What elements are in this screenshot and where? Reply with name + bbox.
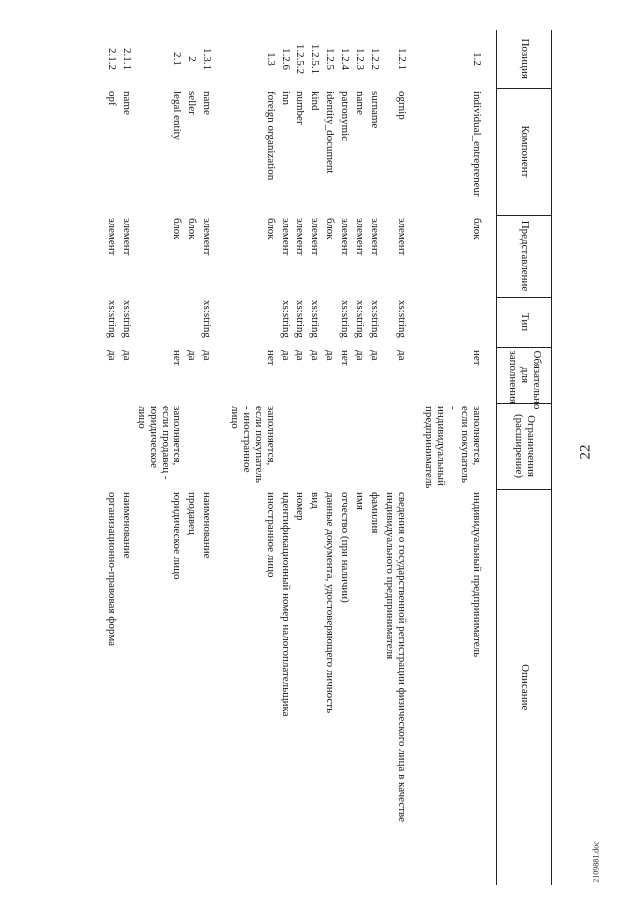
- cell-description: отчество (при наличии): [339, 492, 352, 603]
- cell-representation: элемент: [339, 218, 352, 256]
- cell-component: inn: [279, 91, 292, 106]
- cell-representation: элемент: [121, 218, 133, 256]
- table-row: [184, 30, 199, 885]
- table-row: [226, 30, 277, 885]
- table-row: [366, 30, 381, 885]
- cell-description: фамилия: [368, 492, 381, 534]
- cell-description: идентификационный номер налогоплательщика: [279, 492, 292, 717]
- cell-position: 1.2.2: [368, 48, 381, 70]
- cell-restrictions: [103, 403, 118, 489]
- table-header-row: [497, 30, 552, 885]
- cell-representation: блок: [186, 218, 199, 240]
- table-row: [307, 30, 322, 885]
- cell-description: наименование: [121, 492, 133, 559]
- cell-component: legal entity: [171, 91, 184, 141]
- cell-position: 1.2.5.1: [309, 43, 322, 75]
- cell-type: xs:string: [201, 300, 214, 338]
- schema-table: [103, 30, 552, 885]
- cell-component: opf: [106, 91, 119, 106]
- table-row: [277, 30, 292, 885]
- cell-representation: элемент: [106, 218, 119, 256]
- cell-position: 1.2.6: [279, 48, 292, 70]
- cell-position: 1.2: [471, 52, 483, 66]
- cell-representation: элемент: [201, 218, 214, 256]
- header-component: Компонент: [497, 88, 552, 215]
- cell-restrictions: [381, 403, 421, 489]
- cell-type: [133, 297, 184, 347]
- cell-representation: элемент: [279, 218, 292, 256]
- cell-type: xs:string: [354, 300, 366, 338]
- cell-required: да: [106, 350, 119, 361]
- header-description: Описание: [497, 489, 552, 885]
- table-row: [351, 30, 366, 885]
- cell-component: patronymic: [339, 91, 352, 142]
- cell-restrictions: заполняется, если покупатель - иностранное лицо: [229, 406, 277, 483]
- cell-restrictions: [366, 403, 381, 489]
- table-row: [198, 30, 226, 885]
- cell-restrictions: [198, 403, 226, 489]
- cell-representation: элемент: [309, 218, 322, 256]
- cell-type: xs:string: [279, 300, 292, 338]
- header-type: Тип: [497, 297, 552, 347]
- cell-type: xs:string: [294, 300, 307, 338]
- cell-component: name: [201, 91, 214, 115]
- rotated-table-wrapper: [20, 30, 552, 885]
- table-row: [321, 30, 336, 885]
- cell-position: 2: [186, 56, 199, 62]
- cell-component: surname: [368, 91, 381, 129]
- cell-required: да: [121, 350, 133, 361]
- header-required: Обязательно для заполнения: [497, 347, 552, 403]
- cell-position: 1.2.3: [354, 48, 366, 70]
- cell-representation: блок: [264, 218, 277, 240]
- cell-representation: блок: [171, 218, 184, 240]
- cell-type: [321, 297, 336, 347]
- cell-position: 2.1: [171, 52, 184, 66]
- cell-restrictions: [277, 403, 292, 489]
- cell-required: да: [201, 350, 214, 361]
- cell-required: нет: [471, 350, 483, 366]
- cell-required: да: [354, 350, 366, 361]
- cell-restrictions: [307, 403, 322, 489]
- cell-description: организационно-правовая форма: [106, 492, 119, 646]
- cell-description: продавец: [186, 492, 199, 535]
- document-file-id: 2109881.doc: [591, 841, 601, 883]
- cell-type: xs:string: [121, 300, 133, 338]
- cell-type: [421, 297, 497, 347]
- cell-type: xs:string: [106, 300, 119, 338]
- table-row: [421, 30, 497, 885]
- cell-type: [226, 297, 277, 347]
- cell-restrictions: заполняется, если продавец - юридическое лицо: [135, 406, 184, 480]
- cell-component: kind: [309, 91, 322, 111]
- cell-restrictions: заполняется, если покупатель - индивидуальный предприниматель: [423, 406, 483, 489]
- cell-position: 1.2.1: [395, 48, 408, 70]
- cell-required: да: [294, 350, 307, 361]
- cell-restrictions: [292, 403, 307, 489]
- cell-description: сведения о государственной регистрации физического лица в качестве индивидуального предпринимателя: [383, 492, 408, 823]
- cell-position: 2.1.2: [106, 48, 119, 70]
- cell-position: 1.3.1: [201, 48, 214, 70]
- cell-representation: элемент: [354, 218, 366, 256]
- cell-description: наименование: [201, 492, 214, 559]
- header-restrictions: Ограничения (расширение): [497, 403, 552, 489]
- cell-representation: элемент: [395, 218, 408, 256]
- cell-restrictions: [336, 403, 351, 489]
- cell-component: name: [354, 91, 366, 115]
- cell-representation: элемент: [294, 218, 307, 256]
- cell-restrictions: [118, 403, 133, 489]
- cell-position: 1.2.4: [339, 48, 352, 70]
- header-position: Позиция: [497, 30, 552, 88]
- cell-position: 1.2.5: [324, 48, 337, 70]
- cell-required: да: [395, 350, 408, 361]
- cell-representation: блок: [324, 218, 337, 240]
- cell-required: нет: [171, 350, 184, 366]
- cell-required: да: [186, 350, 199, 361]
- cell-required: да: [368, 350, 381, 361]
- cell-component: individual_entrepreneur: [471, 91, 483, 197]
- cell-restrictions: [351, 403, 366, 489]
- cell-required: нет: [264, 350, 277, 366]
- table-row: [103, 30, 118, 885]
- cell-type: xs:string: [339, 300, 352, 338]
- cell-required: нет: [339, 350, 352, 366]
- cell-component: identity_document: [324, 91, 337, 174]
- cell-component: number: [294, 91, 307, 125]
- cell-type: xs:string: [368, 300, 381, 338]
- cell-description: юридическое лицо: [171, 492, 184, 580]
- cell-required: да: [324, 350, 337, 361]
- cell-description: данные документа, удостоверяющего личность: [324, 492, 337, 714]
- cell-component: name: [121, 91, 133, 115]
- cell-position: 2.1.1: [121, 48, 133, 70]
- cell-position: 1.3: [264, 52, 277, 66]
- cell-position: 1.2.5.2: [294, 43, 307, 75]
- cell-component: seller: [186, 91, 199, 115]
- cell-description: номер: [294, 492, 307, 521]
- table-row: [118, 30, 133, 885]
- cell-description: индивидуальный предприниматель: [471, 492, 483, 658]
- cell-description: вид: [309, 492, 322, 509]
- cell-type: [184, 297, 199, 347]
- cell-required: да: [309, 350, 322, 361]
- table-row: [133, 30, 184, 885]
- cell-representation: блок: [471, 218, 483, 240]
- table-row: [292, 30, 307, 885]
- cell-component: ogrnip: [395, 91, 408, 120]
- cell-restrictions: [321, 403, 336, 489]
- cell-description: имя: [354, 492, 366, 510]
- header-representation: Представление: [497, 215, 552, 297]
- cell-restrictions: [184, 403, 199, 489]
- cell-type: xs:string: [395, 300, 408, 338]
- cell-representation: элемент: [368, 218, 381, 256]
- table-row: [381, 30, 421, 885]
- cell-description: иностранное лицо: [264, 492, 277, 578]
- table-row: [336, 30, 351, 885]
- cell-required: да: [279, 350, 292, 361]
- cell-component: foreign organization: [264, 91, 277, 181]
- page-number: 22: [577, 444, 594, 460]
- cell-type: xs:string: [309, 300, 322, 338]
